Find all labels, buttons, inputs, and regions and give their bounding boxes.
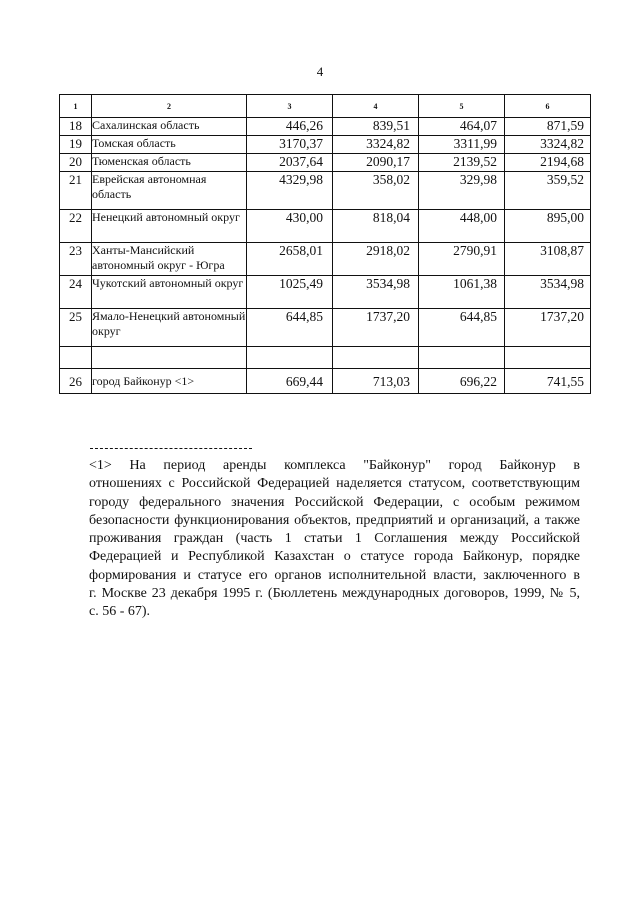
- column-header: 3: [247, 95, 333, 118]
- table-row: [60, 118, 591, 136]
- table-row: [60, 210, 591, 243]
- table-row: [60, 369, 591, 394]
- value-cell: 713,03: [333, 369, 419, 394]
- value-cell: 871,59: [505, 118, 591, 136]
- row-number: 20: [60, 154, 92, 172]
- column-header: 5: [419, 95, 505, 118]
- row-number: 23: [60, 243, 92, 276]
- column-header: 6: [505, 95, 591, 118]
- value-cell: 696,22: [419, 369, 505, 394]
- row-number: 18: [60, 118, 92, 136]
- row-number: 22: [60, 210, 92, 243]
- footnote-line: с. 56 - 67).: [89, 604, 151, 620]
- footnote-line: Федерацией и Республикой Казахстан о статусе города Байконур, порядке: [89, 549, 580, 565]
- region-name: Ненецкий автономный округ: [92, 210, 247, 243]
- region-name: Сахалинская область: [92, 118, 247, 136]
- value-cell: 3324,82: [505, 136, 591, 154]
- empty-cell: [333, 347, 419, 369]
- region-name: Еврейская автономная область: [92, 172, 247, 210]
- row-number: 25: [60, 309, 92, 347]
- region-name: Ханты-Мансийский автономный округ - Югра: [92, 243, 247, 276]
- value-cell: 1737,20: [505, 309, 591, 347]
- table-row: [60, 154, 591, 172]
- row-number: 26: [60, 369, 92, 394]
- value-cell: 741,55: [505, 369, 591, 394]
- table-header-row: [60, 95, 591, 118]
- empty-cell: [505, 347, 591, 369]
- footnote-line: городу федерального значения Российской Федерации, с особым режимом: [89, 494, 580, 510]
- value-cell: 448,00: [419, 210, 505, 243]
- value-cell: 1737,20: [333, 309, 419, 347]
- value-cell: 669,44: [247, 369, 333, 394]
- footnote-line: отношениях с Российской Федерацией наделяется статусом, соответствующим: [89, 476, 580, 492]
- value-cell: 464,07: [419, 118, 505, 136]
- column-header: 2: [92, 95, 247, 118]
- value-cell: 3311,99: [419, 136, 505, 154]
- empty-cell: [419, 347, 505, 369]
- value-cell: 446,26: [247, 118, 333, 136]
- value-cell: 644,85: [247, 309, 333, 347]
- footnote-line: <1> На период аренды комплекса "Байконур" город Байконур в: [89, 458, 580, 473]
- value-cell: 358,02: [333, 172, 419, 210]
- value-cell: 1025,49: [247, 276, 333, 309]
- table-row: [60, 172, 591, 210]
- region-name: Ямало-Ненецкий автономный округ: [92, 309, 247, 347]
- value-cell: 895,00: [505, 210, 591, 243]
- column-header: 4: [333, 95, 419, 118]
- footnote-separator: [90, 448, 252, 449]
- footnote-line: проживания граждан (часть 1 статьи 1 Соглашения между Российской: [89, 531, 580, 547]
- value-cell: 3108,87: [505, 243, 591, 276]
- table-row: [60, 243, 591, 276]
- footnote: [89, 457, 580, 622]
- value-cell: 2194,68: [505, 154, 591, 172]
- empty-cell: [247, 347, 333, 369]
- row-number: 19: [60, 136, 92, 154]
- value-cell: 1061,38: [419, 276, 505, 309]
- value-cell: 430,00: [247, 210, 333, 243]
- value-cell: 2658,01: [247, 243, 333, 276]
- value-cell: 839,51: [333, 118, 419, 136]
- table-row: [60, 309, 591, 347]
- value-cell: 359,52: [505, 172, 591, 210]
- row-number: 24: [60, 276, 92, 309]
- empty-cell: [92, 347, 247, 369]
- empty-cell: [60, 347, 92, 369]
- region-name: Чукотский автономный округ: [92, 276, 247, 309]
- value-cell: 644,85: [419, 309, 505, 347]
- data-table: [59, 94, 591, 394]
- table-row: [60, 136, 591, 154]
- value-cell: 2790,91: [419, 243, 505, 276]
- value-cell: 3534,98: [333, 276, 419, 309]
- value-cell: 4329,98: [247, 172, 333, 210]
- region-name: Тюменская область: [92, 154, 247, 172]
- row-number: 21: [60, 172, 92, 210]
- region-name: город Байконур <1>: [92, 369, 247, 394]
- column-header: 1: [60, 95, 92, 118]
- value-cell: 329,98: [419, 172, 505, 210]
- value-cell: 2090,17: [333, 154, 419, 172]
- value-cell: 3534,98: [505, 276, 591, 309]
- value-cell: 818,04: [333, 210, 419, 243]
- value-cell: 3324,82: [333, 136, 419, 154]
- footnote-line: г. Москве 23 декабря 1995 г. (Бюллетень международных договоров, 1999, № 5,: [89, 586, 580, 602]
- value-cell: 3170,37: [247, 136, 333, 154]
- region-name: Томская область: [92, 136, 247, 154]
- footnote-line: безопасности функционирования объектов, предприятий и организаций, а также: [89, 512, 580, 528]
- value-cell: 2918,02: [333, 243, 419, 276]
- footnote-line: формирования и статусе его органов исполнительной власти, заключенного в: [89, 567, 580, 583]
- value-cell: 2139,52: [419, 154, 505, 172]
- page-number: 4: [316, 64, 324, 79]
- value-cell: 2037,64: [247, 154, 333, 172]
- empty-row: [60, 347, 591, 369]
- table-row: [60, 276, 591, 309]
